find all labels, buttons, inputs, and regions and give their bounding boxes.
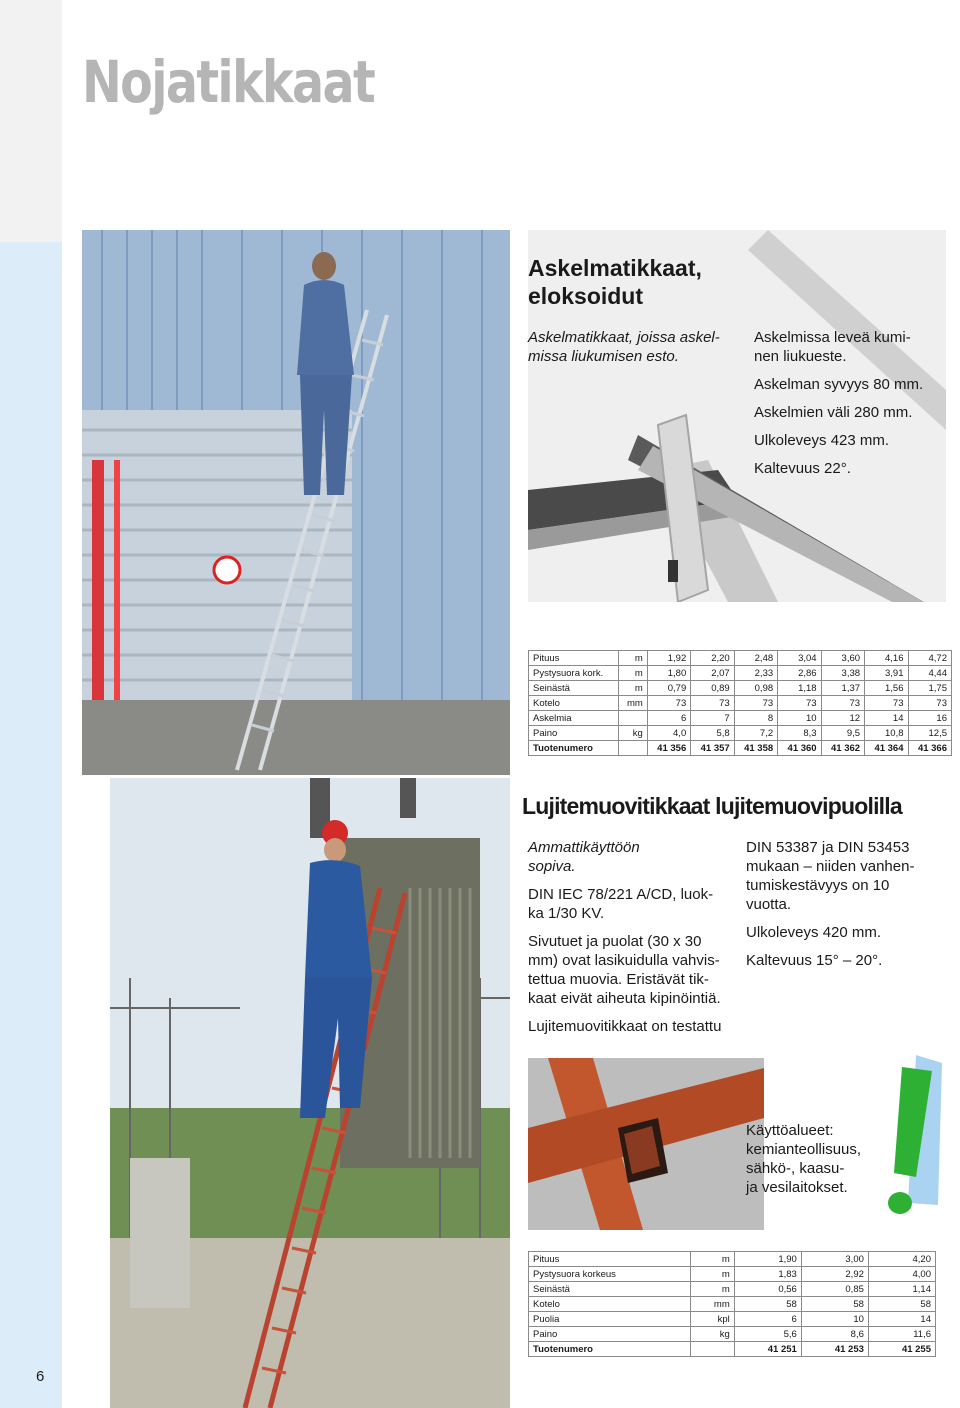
table-cell: 3,91 (865, 666, 908, 681)
table-cell: 73 (734, 696, 777, 711)
table-cell: 41 253 (801, 1342, 868, 1357)
table-cell: 41 356 (647, 741, 690, 756)
feature-line: Askelmissa leveä kumi- (754, 329, 911, 346)
table-row-label: Tuotenumero (529, 741, 619, 756)
table-cell: 41 360 (778, 741, 821, 756)
table-cell: 2,20 (691, 651, 734, 666)
table-cell: 8,3 (778, 726, 821, 741)
table-cell: 73 (821, 696, 864, 711)
usage-note-line3: sähkö-, kaasu- (746, 1160, 845, 1177)
table-row (529, 1252, 936, 1267)
table-cell: 1,37 (821, 681, 864, 696)
table-row-label: Pystysuora korkeus (529, 1267, 691, 1282)
table-cell: 0,56 (734, 1282, 801, 1297)
table-unit: kg (690, 1327, 734, 1342)
table-unit: m (690, 1252, 734, 1267)
table-cell: 8,6 (801, 1327, 868, 1342)
table-unit (690, 1342, 734, 1357)
table-row (529, 666, 952, 681)
table-cell: 1,90 (734, 1252, 801, 1267)
table-cell: 12 (821, 711, 864, 726)
table-cell: 73 (647, 696, 690, 711)
table-cell: 0,98 (734, 681, 777, 696)
table-unit: kpl (690, 1312, 734, 1327)
table-cell: 73 (778, 696, 821, 711)
table-cell: 5,6 (734, 1327, 801, 1342)
table-cell: 1,56 (865, 681, 908, 696)
table-cell: 2,33 (734, 666, 777, 681)
table-unit (619, 741, 647, 756)
col1-p2-line4: kaat eivät aiheuta kipinöintiä. (528, 990, 721, 1007)
table-cell: 0,85 (801, 1282, 868, 1297)
col1-p1-line2: ka 1/30 KV. (528, 905, 605, 922)
col2-p3: Kaltevuus 15° – 20°. (746, 952, 883, 969)
table-cell: 3,04 (778, 651, 821, 666)
exclamation-icon (880, 1055, 942, 1225)
feature-line: Askelman syvyys 80 mm. (754, 376, 924, 393)
table-row-label: Pituus (529, 1252, 691, 1267)
table-unit: m (619, 651, 647, 666)
table-cell: 1,75 (908, 681, 952, 696)
col2-p1-line4: vuotta. (746, 896, 792, 913)
table-cell: 14 (868, 1312, 935, 1327)
table-cell: 16 (908, 711, 952, 726)
table-cell: 41 357 (691, 741, 734, 756)
table-unit: kg (619, 726, 647, 741)
section2-col1 (528, 838, 740, 1036)
table-cell: 8 (734, 711, 777, 726)
table-cell: 4,72 (908, 651, 952, 666)
table-cell: 41 358 (734, 741, 777, 756)
spec-table-aluminium (528, 650, 952, 756)
table-cell: 58 (734, 1297, 801, 1312)
table-row (529, 1327, 936, 1342)
section1-heading-line2: eloksoidut (528, 283, 644, 309)
table-row-label: Pystysuora kork. (529, 666, 619, 681)
col1-p2-line1: Sivutuet ja puolat (30 x 30 (528, 933, 702, 950)
table-cell: 0,89 (691, 681, 734, 696)
section1-features (754, 328, 944, 487)
table-cell: 9,5 (821, 726, 864, 741)
col2-p1-line3: tumiskestävyys on 10 (746, 877, 890, 894)
table-row (529, 681, 952, 696)
table-cell: 1,92 (647, 651, 690, 666)
table-row-label: Seinästä (529, 681, 619, 696)
table-cell: 12,5 (908, 726, 952, 741)
table-row-label: Paino (529, 726, 619, 741)
table-unit: m (690, 1282, 734, 1297)
col2-p1-line1: DIN 53387 ja DIN 53453 (746, 839, 910, 856)
table-cell: 11,6 (868, 1327, 935, 1342)
photo-aluminium-ladder-building (82, 230, 510, 775)
feature-line: Kaltevuus 22°. (754, 460, 851, 477)
table-row-label: Puolia (529, 1312, 691, 1327)
col1-p2-line3: tettua muovia. Eristävät tik- (528, 971, 709, 988)
section1-intro (528, 328, 733, 366)
table-unit (619, 711, 647, 726)
table-cell: 3,60 (821, 651, 864, 666)
table-cell: 58 (868, 1297, 935, 1312)
table-row (529, 1342, 936, 1357)
table-cell: 41 255 (868, 1342, 935, 1357)
table-cell: 4,00 (868, 1267, 935, 1282)
table-row (529, 1297, 936, 1312)
table-cell: 4,0 (647, 726, 690, 741)
table-cell: 2,92 (801, 1267, 868, 1282)
photo-fiberglass-ladder-transformer (110, 778, 510, 1408)
feature-line: nen liukueste. (754, 348, 847, 365)
table-cell: 41 364 (865, 741, 908, 756)
table-cell: 73 (691, 696, 734, 711)
sidebar (0, 0, 62, 1408)
section2-col2 (746, 838, 946, 979)
table-row (529, 711, 952, 726)
table-row-label: Askelmia (529, 711, 619, 726)
usage-note (746, 1121, 886, 1197)
section1-heading-line1: Askelmatikkaat, (528, 255, 702, 281)
table-cell: 7 (691, 711, 734, 726)
table-cell: 73 (865, 696, 908, 711)
table-row-label: Seinästä (529, 1282, 691, 1297)
table-cell: 1,14 (868, 1282, 935, 1297)
table-cell: 7,2 (734, 726, 777, 741)
col1-p3: Lujitemuovitikkaat on testattu (528, 1018, 722, 1035)
section1-intro-line1: Askelmatikkaat, joissa askel- (528, 329, 720, 346)
page-title: Nojatikkaat (82, 48, 375, 116)
table-cell: 4,20 (868, 1252, 935, 1267)
table-row-label: Paino (529, 1327, 691, 1342)
table-cell: 2,48 (734, 651, 777, 666)
table-unit: m (690, 1267, 734, 1282)
table-cell: 2,86 (778, 666, 821, 681)
table-cell: 14 (865, 711, 908, 726)
col2-p1-line2: mukaan – niiden vanhen- (746, 858, 915, 875)
table-cell: 2,07 (691, 666, 734, 681)
table-cell: 5,8 (691, 726, 734, 741)
table-row (529, 651, 952, 666)
table-row (529, 1267, 936, 1282)
col1-p2-line2: mm) ovat lasikuidulla vahvis- (528, 952, 720, 969)
table-cell: 41 362 (821, 741, 864, 756)
col1-p1-line1: DIN IEC 78/221 A/CD, luok- (528, 886, 714, 903)
table-cell: 4,44 (908, 666, 952, 681)
table-cell: 1,80 (647, 666, 690, 681)
table-cell: 10 (778, 711, 821, 726)
col2-p2: Ulkoleveys 420 mm. (746, 924, 882, 941)
table-row (529, 1282, 936, 1297)
table-unit: mm (619, 696, 647, 711)
table-row (529, 1312, 936, 1327)
table-cell: 41 366 (908, 741, 952, 756)
table-cell: 1,83 (734, 1267, 801, 1282)
table-cell: 6 (647, 711, 690, 726)
table-cell: 3,00 (801, 1252, 868, 1267)
photo-fiberglass-rung-drawing (528, 1058, 764, 1230)
section2-heading: Lujitemuovitikkaat lujitemuovipuolilla (522, 793, 902, 819)
table-row-label: Tuotenumero (529, 1342, 691, 1357)
table-cell: 0,79 (647, 681, 690, 696)
usage-note-line4: ja vesilaitokset. (746, 1179, 848, 1196)
table-unit: m (619, 666, 647, 681)
table-row (529, 741, 952, 756)
section1-heading (528, 254, 702, 310)
table-cell: 58 (801, 1297, 868, 1312)
photo-fiberglass-rung-closeup (528, 1058, 764, 1230)
usage-note-line2: kemianteollisuus, (746, 1141, 862, 1158)
table-unit: mm (690, 1297, 734, 1312)
table-row (529, 726, 952, 741)
page-number: 6 (36, 1368, 45, 1385)
table-cell: 4,16 (865, 651, 908, 666)
table-row-label: Kotelo (529, 1297, 691, 1312)
usage-note-line1: Käyttöalueet: (746, 1122, 834, 1139)
col1-italic-line1: Ammattikäyttöön (528, 839, 640, 856)
table-row-label: Pituus (529, 651, 619, 666)
photo-transformer-drawing (110, 778, 510, 1408)
feature-line: Askelmien väli 280 mm. (754, 404, 913, 421)
table-unit: m (619, 681, 647, 696)
col1-italic-line2: sopiva. (528, 858, 576, 875)
section1-intro-line2: missa liukumisen esto. (528, 348, 679, 365)
feature-line: Ulkoleveys 423 mm. (754, 432, 890, 449)
table-cell: 73 (908, 696, 952, 711)
photo-aluminium-ladder-drawing (82, 230, 510, 775)
spec-table-fiberglass (528, 1251, 936, 1357)
table-cell: 6 (734, 1312, 801, 1327)
table-cell: 10 (801, 1312, 868, 1327)
table-row (529, 696, 952, 711)
table-cell: 10,8 (865, 726, 908, 741)
table-cell: 41 251 (734, 1342, 801, 1357)
table-cell: 3,38 (821, 666, 864, 681)
sidebar-blue-band (0, 242, 62, 1408)
table-cell: 1,18 (778, 681, 821, 696)
table-row-label: Kotelo (529, 696, 619, 711)
